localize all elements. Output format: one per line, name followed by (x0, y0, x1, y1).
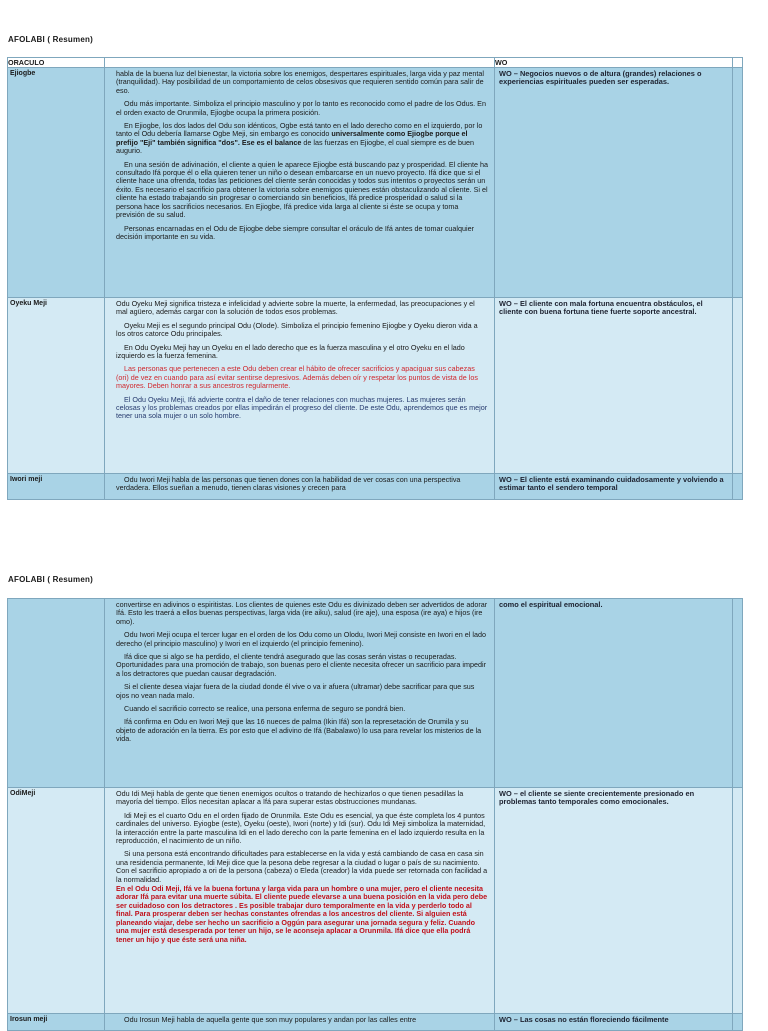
highlighted-paragraph: En el Odu Odi Meji, Ifá ve la buena fortuna y larga vida para un hombre o una mujer, pero el cliente necesita adorar Ifá para evitar una muerte súbita. El cliente puede elevarse a una buena posición en la vida pero debe ser cuidadoso con los detractores . Es posible trabajar duro temporalmente en la vida y perderlo todo al final. Para prosperar deben ser hechas constantes ofrendas a los ancestros del cliente. Si alguien está planeando viajar, debe ser hecho un sacrificio a Oggún para asegurar una jornada segura y feliz. Cuando una mujer está desesperada por tener un hijo, se le aconseja aplacar a Orunmila. Ifá dice que ella podrá tener un hijo y que éste será una niña. (116, 884, 488, 944)
paragraph: convertirse en adivinos o espiritistas. Los clientes de quienes este Odu es divinizado deben ser advertidos de adorar Ifá. Esto les traerá a ellos buenas perspectivas, larga vida (ire aiku), salud (ire aje), una esposa (ire aya) e hijos (ire omo). (116, 600, 488, 626)
odu-name: Iwori meji (8, 474, 105, 500)
paragraph: Si una persona está encontrando dificultades para establecerse en la vida y está cambiando de casa en casa sin una residencia permanente, Idi Meji dice que la pesona debe regresar a la ciudad o lugar o país de su nacimiento. Con el sacrificio apropiado a ori de la persona (cabeza) o Eleda (creador) la vida puede ser retornada con facilidad a la normalidad. (116, 849, 488, 884)
odu-name: Oyeku Meji (8, 298, 105, 474)
paragraph: Oyeku Meji es el segundo principal Odu (Olode). Simboliza el principio femenino Ejiogbe y Oyeku dieron vida a los otros catorce Odu principales. (116, 320, 478, 339)
table-row (8, 788, 743, 1014)
paragraph: Odu Iwori Meji ocupa el tercer lugar en el orden de los Odu como un Olodu, Iwori Meji consiste en Iwori en el lado derecho (el principio masculino) y Iwori en el izquierdo (el principio femenino). (116, 630, 486, 648)
paragraph: Ifá dice que si algo se ha perdido, el cliente tendrá asegurado que las cosas serán vistas o recuperadas. Oportunidades para una promoción de trabajo, son buenas pero el cliente necesita ofrecer un sacrificio para impedir a los detractores que puedan causar degradación. (116, 652, 486, 678)
odu-description (105, 599, 495, 788)
paragraph: En Odu Oyeku Meji hay un Oyeku en el lado derecho que es la fuerza masculina y el otro Oyeku en el lado izquierdo es la fuerza femenina. (116, 342, 465, 361)
odu-name: Irosun meji (8, 1014, 105, 1031)
spacer-cell (733, 788, 743, 1014)
column-header-oraculo: ORACULO (8, 58, 105, 68)
spacer-cell (733, 298, 743, 474)
paragraph: Cuando el sacrificio correcto se realice, una persona enferma de seguro se pondrá bien. (124, 704, 406, 714)
odu-description (105, 1014, 495, 1031)
paragraph: Si el cliente desea viajar fuera de la ciudad donde él vive o va ir afuera (ultramar) debe sacrificar para que sus ojos no vean nada malo. (116, 682, 475, 700)
table-row (8, 474, 743, 500)
table-header-row (8, 58, 743, 68)
paragraph: Odu Idi Meji habla de gente que tienen enemigos ocultos o tratando de hechizarlos o que tienen pesadillas la mayoría del tiempo. Ellos necesitan aplacar a Ifá para superar estas obstrucciones mundanas. (116, 789, 464, 807)
table-row (8, 68, 743, 298)
paragraph: Ifá confirma en Odu en Iwori Meji que las 16 nueces de palma (Ikin Ifá) son la represetación de Orumila y su objeto de adoración en la tierra. Es por esto que el adivino de Ifá (Babalawo) lo usa para revelar los misterios de la vida. (116, 717, 482, 744)
paragraph: Personas encarnadas en el Odu de Ejiogbe debe siempre consultar el oráculo de Ifá antes de tomar cualquier decisión importante en su vida. (116, 223, 475, 241)
spacer-cell (733, 1014, 743, 1031)
oracle-table-continued (7, 598, 743, 1031)
spacer-cell (733, 68, 743, 298)
odu-description (105, 298, 495, 474)
paragraph: habla de la buena luz del bienestar, la victoria sobre los enemigos, despertares espirituales, larga vida y paz mental (tranquilidad). Hay posibilidad de un comportamiento de celos obsesivos que requieren sentido común para salir de eso. (116, 69, 484, 95)
wo-summary: como el espiritual emocional. (495, 599, 733, 788)
oracle-table (7, 57, 743, 500)
paragraph: En una sesión de adivinación, el cliente a quien le aparece Ejiogbe está buscando paz y prosperidad. El cliente ha consultado Ifá porque él o ella quieren tener un niño o desean embarcarse en un nuevo proyecto. Ifá dice que si el cliente hace una ofrenda, todas las peticiones del cliente serán conocidas y todos sus intentos o proyectos serán un éxito. Es necesario el sacrificio para obtener la victoria sobre enemigos quienes están obstaculizando al cliente. Si el cliente ha estado trabajando sin progresar o comerciando sin beneficios, Ifá predice prosperidad o salud si la persona hace los sacrificios necesarios. En Ejiogbe, Ifá predice vida larga al cliente si éste se ocupa y toma previsión de su salud. (116, 159, 489, 220)
page-header: AFOLABI ( Resumen) (8, 35, 93, 44)
odu-description (105, 788, 495, 1014)
spacer-cell (733, 599, 743, 788)
table-row (8, 298, 743, 474)
column-header-spacer (733, 58, 743, 68)
table-row (8, 599, 743, 788)
odu-name (8, 599, 105, 788)
wo-summary: WO – el cliente se siente crecientemente presionado en problemas tanto temporales como emocionales. (495, 788, 733, 1014)
paragraph: Odu Oyeku Meji significa tristeza e infelicidad y advierte sobre la muerte, la enfermedad, las preocupaciones y el mal agüero, además cargar con la solución de todos esos problemas. (116, 299, 475, 317)
wo-summary: WO – Las cosas no están floreciendo fácilmente (495, 1014, 733, 1031)
paragraph: Odu Iwori Meji habla de las personas que tienen dones con la habilidad de ver cosas con una perspectiva verdadera. Ellos sueñan a menudo, tienen claras visiones y crecen para (116, 475, 461, 493)
paragraph: Odu más importante. Simboliza el principio masculino y por lo tanto es reconocido como el padre de los Odus. En el orden exacto de Orunmila, Ejiogbe ocupa la primera posición. (116, 99, 486, 117)
bold-text-run: universalmente como Ejiogbe porque el prefijo "Eji" también significa "dos". Ese es el balance (116, 129, 468, 147)
highlighted-paragraph: Las personas que pertenecen a este Odu deben crear el hábito de ofrecer sacrificios y apaciguar sus cabezas (ori) de vez en cuando para así evitar sentirse depresivos. Además deben oír y respetar los puntos de vista de los mayores. Deben honrar a sus ancestros regularmente. (116, 364, 478, 391)
odu-name: OdiMeji (8, 788, 105, 1014)
column-header-wo: WO (495, 58, 733, 68)
column-header-empty (105, 58, 495, 68)
paragraph: Odu Irosun Meji habla de aquella gente que son muy populares y andan por las calles entre (124, 1015, 417, 1024)
odu-name: Ejiogbe (8, 68, 105, 298)
paragraph: El Odu Oyeku Meji, Ifá advierte contra el daño de tener relaciones con muchas mujeres. Las mujeres serán celosas y los problemas creados por ellas impedirán el progreso del cliente. De este Odu, aprendemos que es mejor tener una sola mujer o un solo hombre. (116, 394, 488, 421)
wo-summary: WO – Negocios nuevos o de altura (grandes) relaciones o experiencias espirituales pueden ser esperadas. (495, 68, 733, 298)
text-run: de las fuerzas en Ejiogbe, el cual siempre es de buen augurio. (116, 137, 474, 156)
paragraph: Idi Meji es el cuarto Odu en el orden fijado de Orunmila. Este Odu es esencial, ya que éste completa los 4 puntos cardinales del universo. Eyiogbe (este), Oyeku (oeste), Iwori (norte) y Idi (sur). Odu Idi Meji simboliza la maternidad, la interacción entre la parte masculina Idi en el lado derecho con la parte femenina en el lado izquierdo resulta en la reproducción, el nacimiento de un niño. (116, 810, 486, 846)
wo-summary: WO – El cliente está examinando cuidadosamente y volviendo a estimar tanto el sendero temporal (495, 474, 733, 500)
table-row (8, 1014, 743, 1031)
text-run: En Ejiogbe, los dos lados del Odu son idénticos, Ogbe está tanto en el lado derecho como en el izquierdo, por lo tanto el Odu debería llamarse Ogbe Meji, sin embargo es conocido (116, 121, 483, 139)
wo-summary: WO – El cliente con mala fortuna encuentra obstáculos, el cliente con buena fortuna tiene fuerte soporte ancestral. (495, 298, 733, 474)
spacer-cell (733, 474, 743, 500)
odu-description (105, 68, 495, 298)
page-header: AFOLABI ( Resumen) (8, 575, 93, 584)
odu-description (105, 474, 495, 500)
paragraph (116, 122, 488, 156)
